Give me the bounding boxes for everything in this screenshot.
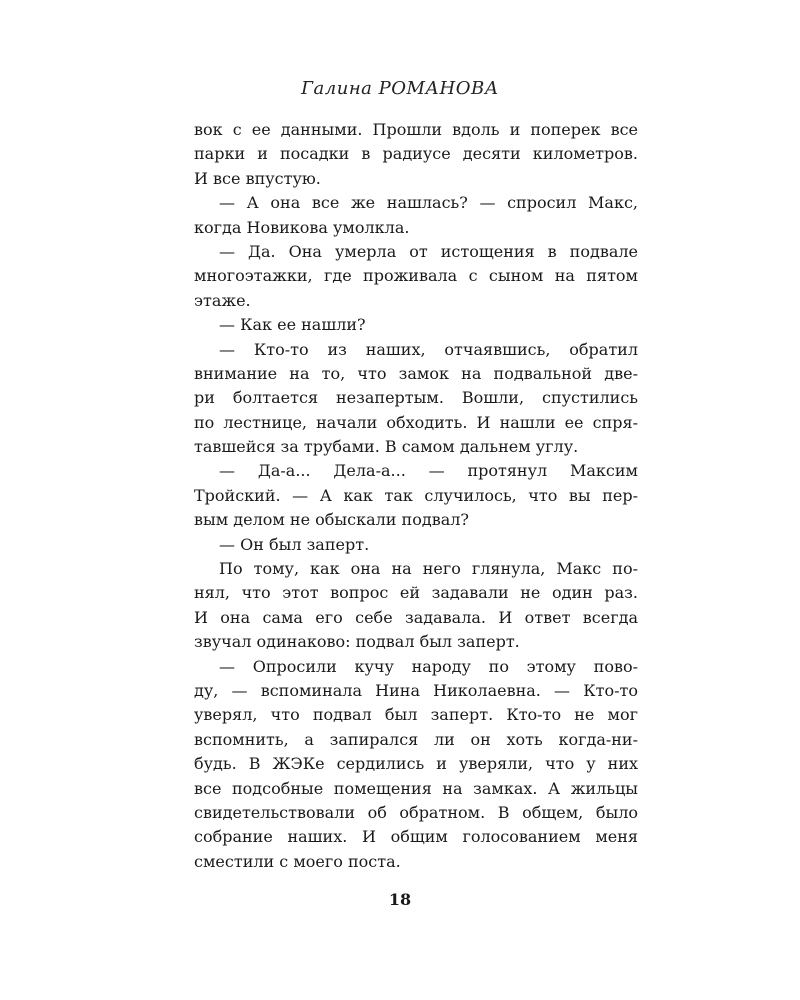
text-line: собрание наших. И общим голосованием меня (194, 827, 638, 847)
text-line: — Опросили кучу народу по этому пово- (219, 656, 638, 676)
text-line: парки и посадки в радиусе десяти километров. (194, 144, 638, 164)
text-line: по лестнице, начали обходить. И нашли ее спря- (194, 412, 638, 432)
text-line: — А она все же нашлась? — спросил Макс, (219, 193, 638, 213)
text-line: вым делом не обыскали подвал? (194, 510, 469, 530)
text-line: ду, — вспоминала Нина Николаевна. — Кто-то (194, 680, 638, 700)
text-line: вспомнить, а запирался ли он хоть когда-ни- (194, 729, 638, 749)
text-line: звучал одинаково: подвал был заперт. (194, 632, 520, 652)
text-line: И она сама его себе задавала. И ответ всегда (194, 607, 638, 627)
text-line: И все впустую. (194, 168, 321, 188)
text-line: тавшейся за трубами. В самом дальнем углу. (194, 437, 579, 457)
text-line: все подсобные помещения на замках. А жильцы (194, 778, 638, 798)
text-line: — Как ее нашли? (219, 315, 366, 335)
text-line: ри болтается незапертым. Вошли, спустились (194, 388, 638, 408)
text-line: — Кто-то из наших, отчаявшись, обратил (219, 339, 638, 359)
page-number: 18 (388, 890, 412, 909)
text-line: — Он был заперт. (219, 534, 370, 554)
text-line: когда Новикова умолкла. (194, 217, 410, 237)
text-line: По тому, как она на него глянула, Макс по- (219, 559, 638, 579)
text-line: — Да. Она умерла от истощения в подвале (219, 241, 638, 261)
text-line: вок с ее данными. Прошли вдоль и поперек все (194, 120, 638, 139)
text-line: нял, что этот вопрос ей задавали не один раз. (194, 583, 638, 603)
body-text (194, 118, 638, 874)
text-line: Тройский. — А как так случилось, что вы пер- (194, 485, 638, 505)
text-line: сместили с моего поста. (194, 851, 401, 871)
text-line: многоэтажки, где проживала с сыном на пятом (194, 266, 638, 286)
text-line: — Да-а... Дела-а... — протянул Максим (219, 461, 638, 481)
text-line: будь. В ЖЭКе сердились и уверяли, что у них (194, 754, 638, 774)
text-line: уверял, что подвал был заперт. Кто-то не мог (194, 705, 638, 725)
running-head: Галина РОМАНОВА (301, 78, 499, 99)
text-line: свидетельствовали об обратном. В общем, было (194, 802, 638, 822)
text-line: внимание на то, что замок на подвальной две- (194, 363, 638, 383)
text-line: этаже. (194, 290, 251, 310)
